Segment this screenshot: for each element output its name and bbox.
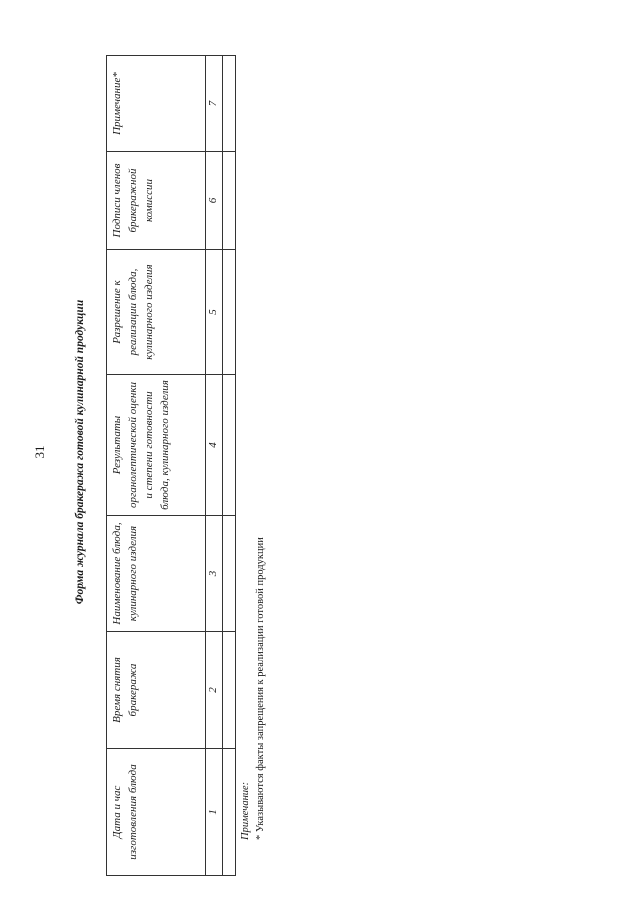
header-note: Примечание* bbox=[107, 56, 206, 152]
notes-block bbox=[238, 200, 278, 840]
note-label: Примечание: bbox=[240, 781, 251, 840]
journal-table-container bbox=[106, 56, 238, 876]
column-number: 5 bbox=[206, 250, 223, 375]
header-inspection-time: Время снятия бракеража bbox=[107, 632, 206, 749]
column-number: 7 bbox=[206, 56, 223, 152]
document-title: Форма журнала бракеража готовой кулинарной продукции bbox=[74, 299, 86, 605]
empty-table-row bbox=[222, 56, 235, 876]
empty-cell bbox=[222, 749, 235, 876]
empty-cell bbox=[222, 375, 235, 516]
header-commission-signatures: Подписи членов бракеражной комиссии bbox=[107, 152, 206, 250]
empty-cell bbox=[222, 632, 235, 749]
page-number: 31 bbox=[32, 445, 47, 459]
column-number-row bbox=[206, 56, 223, 876]
column-number: 1 bbox=[206, 749, 223, 876]
journal-table bbox=[106, 55, 236, 876]
column-number: 6 bbox=[206, 152, 223, 250]
header-date-time: Дата и час изготовления блюда bbox=[107, 749, 206, 876]
column-number: 4 bbox=[206, 375, 223, 516]
column-number: 2 bbox=[206, 632, 223, 749]
empty-cell bbox=[222, 56, 235, 152]
column-number: 3 bbox=[206, 516, 223, 632]
header-dish-name: Наименование блюда, кулинарного изделия bbox=[107, 516, 206, 632]
table-header-row bbox=[107, 56, 206, 876]
footnote-text: * Указываются факты запрещения к реализации готовой продукции bbox=[255, 537, 267, 840]
header-evaluation-results: Результаты органолептической оценки и степени готовности блюда, кулинарного изделия bbox=[107, 375, 206, 516]
empty-cell bbox=[222, 152, 235, 250]
empty-cell bbox=[222, 516, 235, 632]
empty-cell bbox=[222, 250, 235, 375]
header-sale-permission: Разрешение к реализации блюда, кулинарного изделия bbox=[107, 250, 206, 375]
